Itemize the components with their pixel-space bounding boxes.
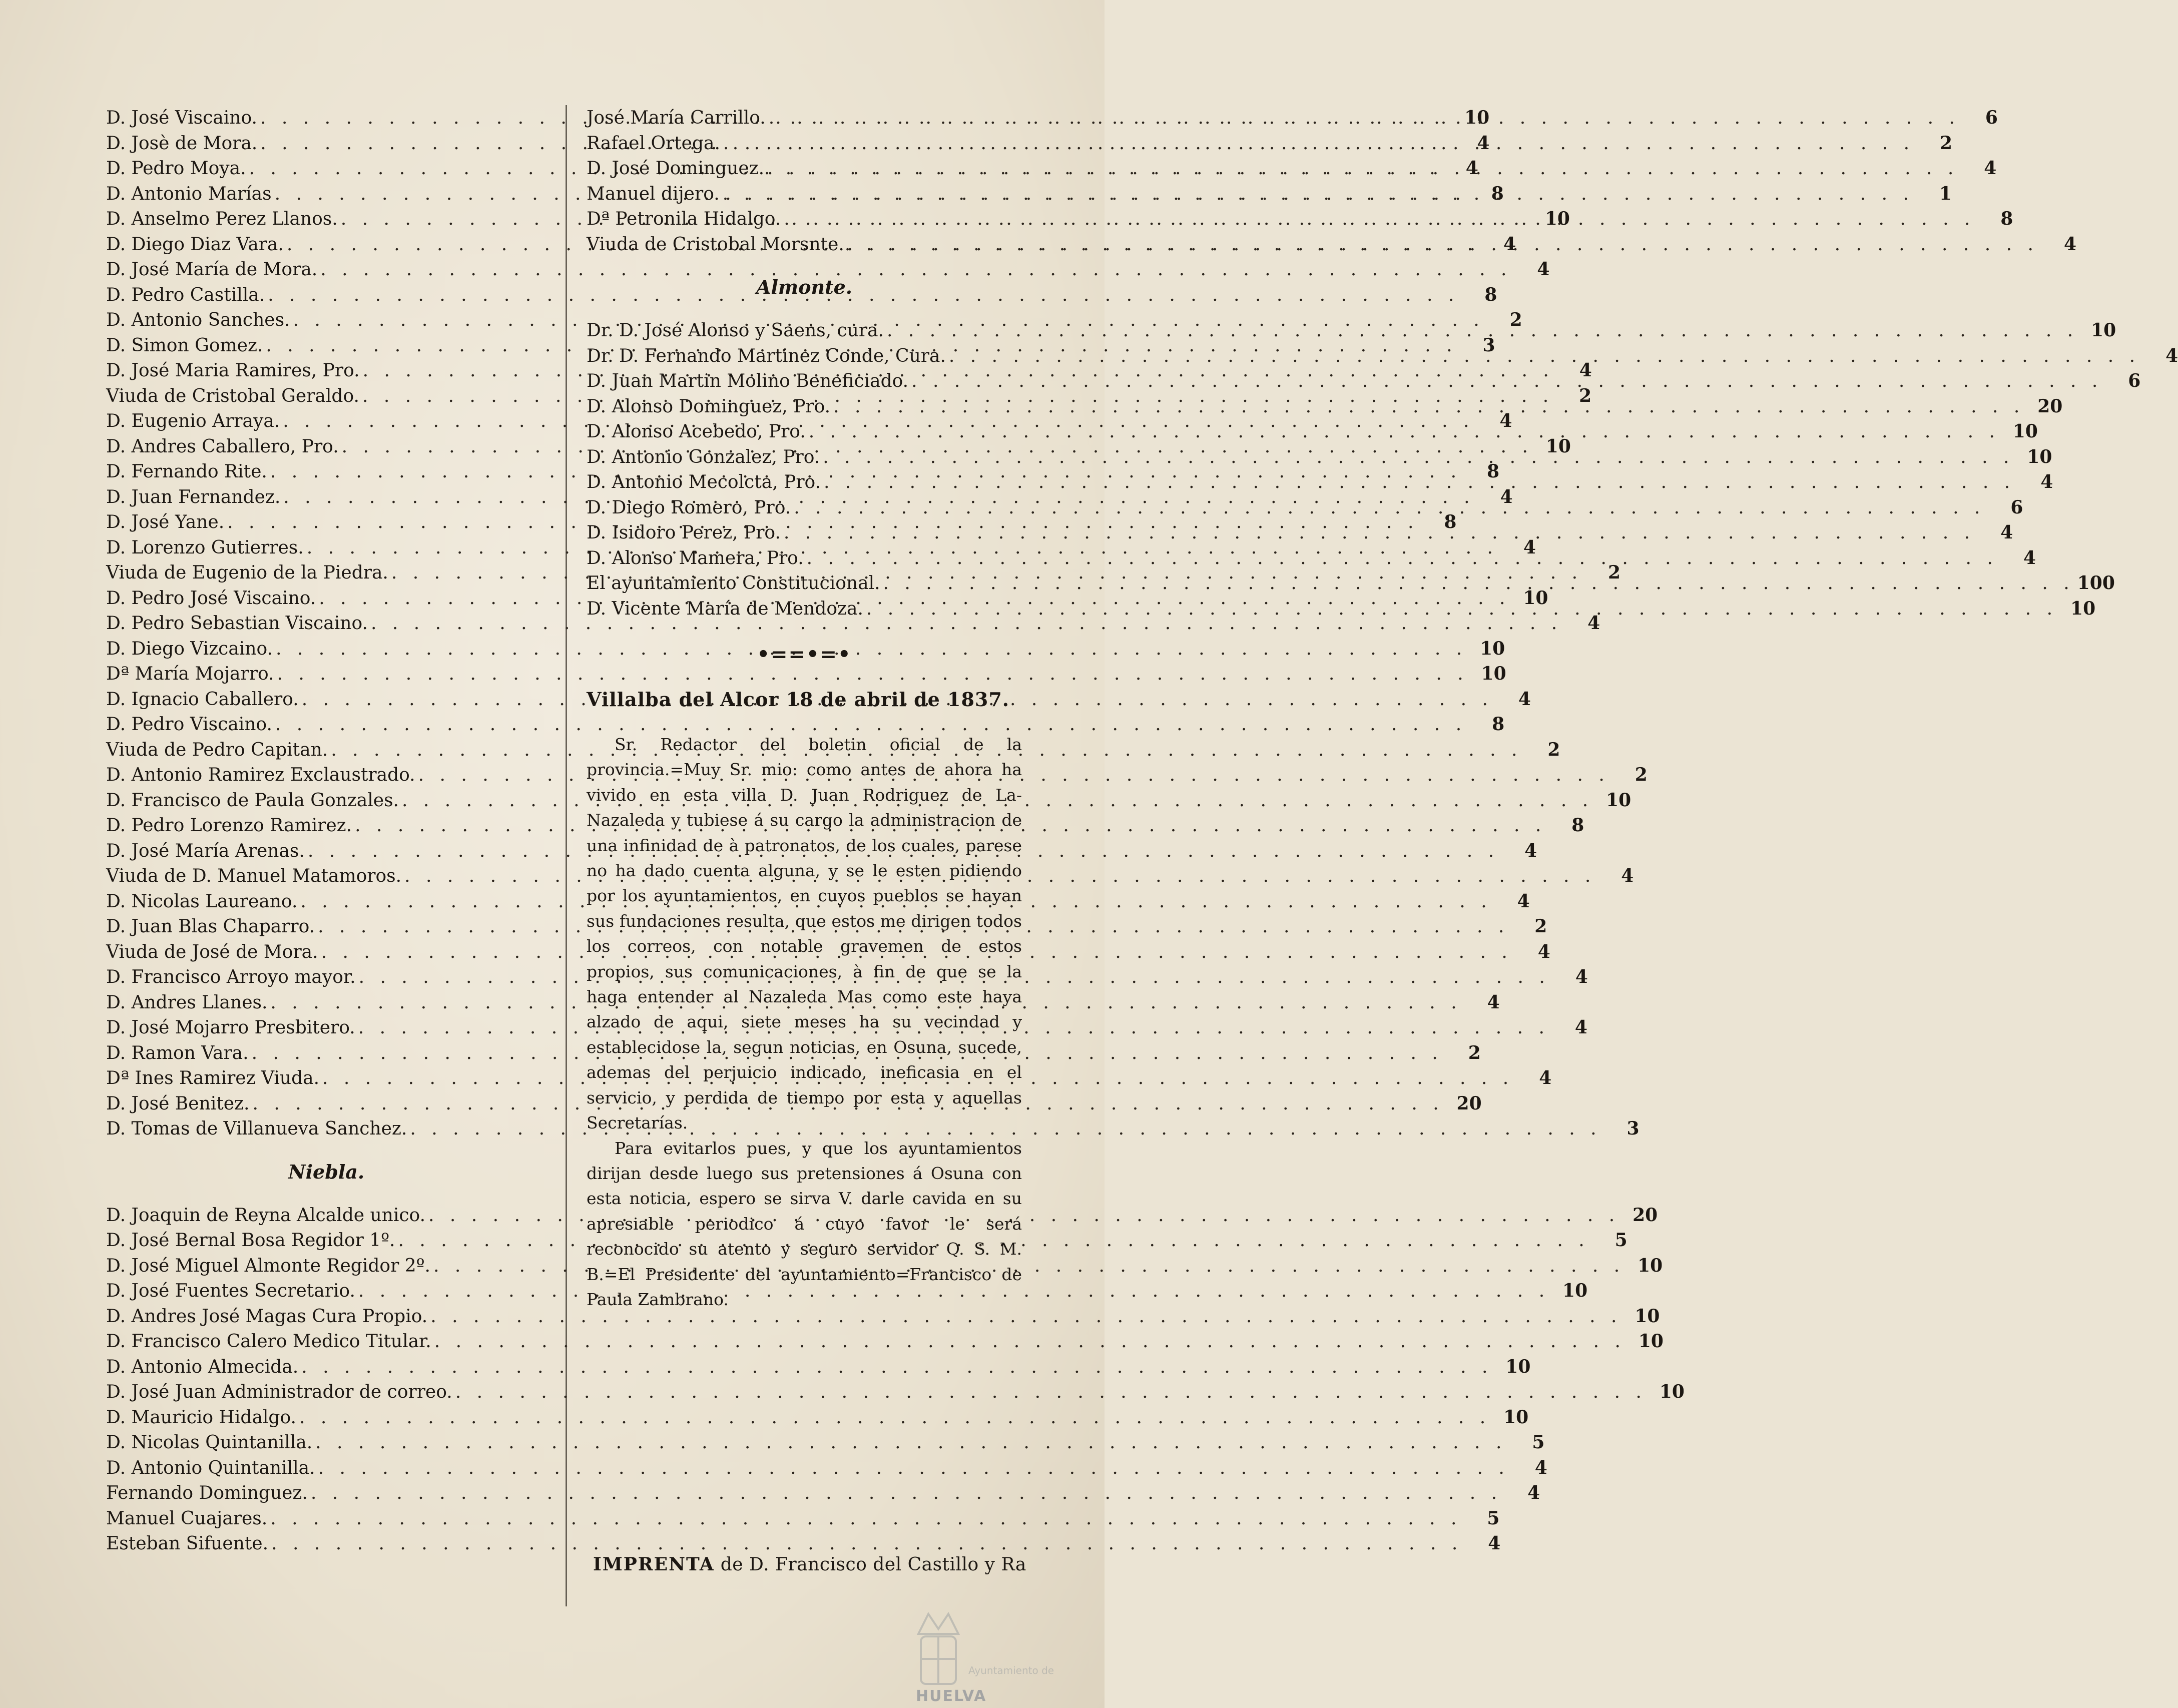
- subscription-amount: 4: [1524, 840, 1537, 861]
- subscription-amount: 4: [1537, 941, 1550, 962]
- subscription-amount: 5: [1532, 1432, 1545, 1453]
- subscription-amount: 4: [1499, 410, 1512, 431]
- subscriber-name: D. Mauricio Hidalgo.: [106, 1407, 296, 1428]
- leader-dots: [884, 318, 2081, 343]
- subscriber-name: El ayuntamiento Constitucional.: [587, 573, 880, 594]
- list-item: [106, 1531, 1501, 1556]
- list-item: [587, 545, 2036, 571]
- subscription-amount: 10: [1503, 1406, 1529, 1428]
- watermark-big-text: HUELVA: [916, 1687, 987, 1705]
- subscription-amount: 10: [1523, 587, 1548, 609]
- subscription-amount: 10: [1562, 1280, 1588, 1301]
- subscriber-name: D. Simon Gomez.: [106, 335, 263, 356]
- subscriber-name: D. Diego Vizcaino.: [106, 638, 273, 659]
- leader-dots: [844, 232, 2041, 257]
- subscription-amount: 4: [1487, 991, 1500, 1013]
- subscription-amount: 8: [1484, 284, 1497, 305]
- subscription-amount: 20: [2037, 395, 2063, 417]
- subscriber-name: D. José Miguel Almonte Regidor 2º.: [106, 1255, 430, 1276]
- list-item: [587, 495, 2023, 520]
- list-item: [106, 889, 1530, 914]
- subscriber-name: D. Pedro Moya.: [106, 158, 246, 179]
- subscription-amount: 4: [2000, 522, 2013, 543]
- subscriber-name: D. José Viscaino.: [106, 108, 257, 128]
- subscription-amount: 4: [2023, 547, 2036, 568]
- list-item: [587, 343, 2178, 369]
- subscriber-name: D. José María de Mora.: [106, 259, 318, 280]
- subscriber-name: D. José Bernal Bosa Regidor 1º.: [106, 1230, 395, 1251]
- list-item: [106, 863, 1634, 889]
- subscription-amount: 100: [2077, 573, 2115, 594]
- leader-dots: [820, 445, 2017, 470]
- subscriber-name: D. Andres José Magas Cura Propio.: [106, 1306, 428, 1327]
- subscription-amount: 10: [1635, 1305, 1660, 1327]
- list-item: [106, 1040, 1481, 1066]
- subscription-amount: 2: [1509, 309, 1522, 330]
- leader-dots: [296, 1405, 1493, 1430]
- subscriber-name: D. Antonio Mecolcta, Pro.: [587, 472, 821, 492]
- subscriber-name: Manuel Cuajares.: [106, 1508, 268, 1529]
- subscriber-name: Dr. D. Fernando Martinez Conde, Cura.: [587, 345, 946, 366]
- subscriber-name: Dª Ines Ramirez Viuda.: [106, 1068, 320, 1088]
- subscriber-name: D. José María Arenas.: [106, 840, 305, 861]
- list-item: [106, 611, 1600, 636]
- leader-dots: [781, 520, 1978, 545]
- list-item: [587, 596, 2096, 622]
- subscription-list-almonte: [587, 318, 2178, 621]
- list-item: [106, 762, 1648, 788]
- subscription-amount: 2: [1635, 764, 1648, 785]
- imprint-caps: IMPRENTA: [593, 1554, 715, 1575]
- list-item: [106, 661, 1506, 687]
- subscription-amount: 20: [1456, 1092, 1482, 1114]
- list-item: [587, 181, 1952, 207]
- subscription-amount: 10: [2091, 320, 2116, 341]
- subscriber-name: D. Anselmo Perez Llanos.: [106, 209, 338, 229]
- subscription-amount: 4: [1477, 132, 1490, 154]
- list-item: [106, 1203, 1658, 1228]
- subscriber-name: D. Andres Llanes.: [106, 992, 268, 1013]
- letter-paragraph-2: Para evitarlos pues, y que los ayuntamientos dirijan desde luego sus pretensiones á Osuna con esta noticia, espero se sirva V. darle cavida en su apresiable periodico á cuyo favor le será reconocido su atento y seguro servidor Q. S. M. B.=El Presidente del ayuntamiento=Francisco de Paula Zambrano.: [587, 1138, 1022, 1309]
- list-item: [106, 1506, 1500, 1531]
- list-item: [106, 914, 1547, 939]
- leader-dots: [908, 369, 2105, 394]
- leader-dots: [946, 344, 2143, 369]
- subscription-amount: 4: [1500, 486, 1513, 507]
- subscriber-name: D. Pedro Lorenzo Ramirez.: [106, 815, 352, 836]
- leader-dots: [312, 1430, 1509, 1455]
- subscription-amount: 10: [1544, 208, 1570, 229]
- subscription-amount: 4: [1574, 1017, 1587, 1038]
- list-item: [106, 1015, 1587, 1040]
- subscriber-name: D. Francisco de Paula Gonzales.: [106, 790, 399, 811]
- subscriber-name: D. José Benitez.: [106, 1093, 250, 1114]
- subscriber-name: D. Antonio Almecida.: [106, 1356, 299, 1377]
- leader-dots: [268, 1531, 1465, 1556]
- subscriber-name: D. Juan Fernandez.: [106, 486, 281, 507]
- subscriber-name: D. José Fuentes Secretario.: [106, 1281, 355, 1301]
- subscriber-name: D. Ramon Vara.: [106, 1042, 249, 1063]
- subscription-amount: 2: [1534, 916, 1547, 937]
- leader-dots: [806, 419, 2003, 444]
- list-item: [106, 813, 1584, 838]
- subscriber-name: D. Josè de Mora.: [106, 133, 258, 154]
- subscription-amount: 10: [1638, 1331, 1664, 1352]
- leader-dots: [298, 1355, 1495, 1380]
- subscriber-name: D. Alonso Acebedo, Pro.: [587, 421, 806, 442]
- subscriber-name: D. Tomas de Villanueva Sanchez.: [106, 1118, 407, 1139]
- list-item: [106, 1405, 1529, 1430]
- list-item: [106, 1253, 1663, 1279]
- watermark-small-text: Ayuntamiento de: [968, 1664, 1054, 1676]
- section-title-niebla: Niebla.: [288, 1160, 365, 1183]
- subscription-amount: 10: [2012, 421, 2038, 442]
- subscriber-name: D. Antonio Gonzalez, Pro.: [587, 446, 820, 467]
- subscription-amount: 10: [2070, 598, 2096, 619]
- list-item: [587, 571, 2115, 596]
- subscription-amount: 10: [1481, 663, 1506, 684]
- subscription-amount: 2: [1547, 739, 1560, 760]
- subscription-amount: 3: [1626, 1118, 1640, 1139]
- leader-dots: [821, 470, 2018, 495]
- subscription-amount: 8: [1571, 815, 1584, 836]
- subscriber-name: D. Fernando Rite.: [106, 461, 267, 482]
- list-item: [106, 1430, 1545, 1455]
- leader-dots: [781, 207, 1978, 232]
- list-item: [106, 939, 1550, 965]
- subscription-amount: 6: [2010, 496, 2023, 518]
- subscription-amount: 4: [2040, 471, 2053, 492]
- subscriber-name: Viuda de D. Manuel Matamoros.: [106, 866, 402, 886]
- subscription-amount: 10: [1464, 107, 1490, 128]
- crown-icon: [918, 1614, 958, 1634]
- subscription-amount: 2: [1468, 1042, 1481, 1063]
- subscription-amount: 4: [1537, 259, 1550, 280]
- subscription-amount: 3: [1482, 334, 1495, 356]
- list-item: [587, 469, 2053, 495]
- subscriber-name: D. Andres Caballero, Pro.: [106, 436, 339, 457]
- subscription-amount: 10: [1659, 1381, 1685, 1402]
- list-item: [106, 712, 1505, 737]
- subscriber-name: D. Pedro Viscaino.: [106, 714, 272, 735]
- subscriber-name: D. Lorenzo Gutierres.: [106, 537, 304, 558]
- subscriber-name: D. Nicolas Quintanilla.: [106, 1432, 313, 1453]
- subscription-amount: 8: [1491, 183, 1504, 204]
- list-item: [106, 1065, 1552, 1091]
- subscription-amount: 10: [1638, 1255, 1663, 1276]
- letter-body: [587, 732, 1022, 1312]
- imprint-text: de D. Francisco del Castillo y Ra: [720, 1554, 1026, 1575]
- subscriber-name: D. Antonio Sanches.: [106, 310, 290, 330]
- subscription-amount: 8: [2000, 208, 2013, 229]
- subscriber-name: Manuel dijero.: [587, 183, 720, 204]
- list-item: [106, 1091, 1482, 1116]
- subscription-amount: 6: [1985, 107, 1998, 128]
- subscriber-name: Dr. D. José Alonso y Saens, cura.: [587, 320, 884, 341]
- subscription-amount: 4: [1503, 233, 1516, 255]
- subscription-amount: 4: [1539, 1067, 1552, 1088]
- leader-dots: [720, 131, 1917, 156]
- subscription-amount: 8: [1444, 511, 1457, 532]
- subscriber-name: Rafael Ortega.: [587, 133, 720, 154]
- leader-dots: [720, 182, 1917, 207]
- list-item: [106, 1304, 1660, 1329]
- subscriber-name: D. José Maria Ramires, Pro.: [106, 360, 360, 381]
- subscription-amount: 4: [1523, 536, 1536, 558]
- subscription-amount: 8: [1492, 714, 1505, 735]
- subscriber-name: Viuda de Pedro Capitan.: [106, 739, 328, 760]
- leader-dots: [766, 106, 1963, 131]
- subscription-amount: 4: [1587, 613, 1600, 634]
- subscriber-name: D. Eugenio Arraya.: [106, 411, 280, 431]
- ornament-divider: •==•=•: [757, 643, 852, 666]
- subscription-amount: 4: [1621, 865, 1634, 886]
- list-item: [587, 368, 2141, 394]
- subscriber-name: D. Francisco Arroyo mayor.: [106, 967, 356, 987]
- subscriber-name: D. Juan Blas Chaparro.: [106, 916, 315, 937]
- letter-dateline: Villalba del Alcor 18 de abril de 1837.: [587, 688, 1010, 711]
- subscription-amount: 10: [1606, 789, 1631, 811]
- subscriber-name: D. Antonio Marías: [106, 183, 272, 204]
- subscriber-name: D. José Dominguez.: [587, 158, 765, 179]
- subscription-amount: 4: [1488, 1533, 1501, 1554]
- subscription-amount: 5: [1614, 1230, 1627, 1251]
- list-item: [106, 737, 1560, 763]
- list-item: [587, 131, 1953, 156]
- subscriber-name: D. Isidoro Perez, Pro.: [587, 522, 781, 543]
- subscriber-name: D. Pedro Castilla.: [106, 284, 265, 305]
- leader-dots: [452, 1380, 1650, 1405]
- list-item: [587, 394, 2063, 419]
- subscription-amount: 4: [1527, 1482, 1540, 1503]
- list-item: [587, 419, 2038, 444]
- subscription-amount: 10: [2027, 446, 2052, 467]
- subscriber-name: Fernando Dominguez.: [106, 1483, 308, 1503]
- subscription-amount: 2: [1608, 562, 1621, 583]
- subscriber-name: D. Alonso Mamera, Pro.: [587, 547, 804, 568]
- list-item: [106, 1116, 1640, 1142]
- subscriber-name: Viuda de Cristobal Geraldo.: [106, 385, 359, 406]
- subscription-amount: 6: [2128, 370, 2141, 391]
- subscriber-name: Dª María Mojarro.: [106, 664, 274, 684]
- list-item: [587, 156, 1997, 181]
- subscription-amount: 20: [1632, 1204, 1658, 1226]
- list-item: [106, 1329, 1664, 1354]
- leader-dots: [315, 1456, 1512, 1481]
- subscription-amount: 4: [2063, 233, 2076, 255]
- list-item: [106, 1354, 1531, 1380]
- subscriber-name: D. Diego Romero, Pro.: [587, 497, 791, 518]
- list-item: [587, 444, 2052, 470]
- subscription-amount: 2: [1940, 132, 1953, 154]
- leader-dots: [764, 156, 1961, 181]
- leader-dots: [863, 597, 2060, 622]
- printer-imprint: [593, 1554, 1026, 1575]
- column-divider: [566, 105, 567, 1606]
- subscriber-name: D. José Yane.: [106, 512, 225, 532]
- list-item: [106, 1379, 1685, 1405]
- list-item: [106, 1278, 1588, 1304]
- subscription-amount: 10: [1480, 638, 1505, 659]
- subscriber-name: D. Pedro Sebastian Viscaino.: [106, 613, 368, 634]
- subscriber-name: Dª Petronila Hidalgo.: [587, 209, 781, 229]
- list-item: [106, 964, 1588, 990]
- list-item: [106, 1228, 1627, 1253]
- leader-dots: [431, 1329, 1628, 1354]
- list-item: [587, 318, 2116, 343]
- subscriber-name: D. Diego Diaz Vara.: [106, 234, 284, 255]
- subscription-amount: 4: [2165, 345, 2178, 366]
- subscriber-name: Viuda de Eugenio de la Piedra.: [106, 562, 388, 583]
- list-item: [106, 788, 1631, 813]
- leader-dots: [830, 394, 2027, 419]
- subscriber-name: D. Joaquin de Reyna Alcalde unico.: [106, 1205, 426, 1226]
- right-column: [587, 105, 2178, 1312]
- subscriber-name: D. Vicente María de Mendoza.: [587, 598, 863, 619]
- leader-dots: [267, 1506, 1464, 1531]
- subscriber-name: D. Antonio Quintanilla.: [106, 1457, 315, 1478]
- subscription-amount: 4: [1518, 688, 1531, 710]
- list-item: [106, 1480, 1540, 1506]
- subscription-amount: 5: [1487, 1507, 1500, 1529]
- subscription-amount: 8: [1486, 461, 1500, 482]
- list-item: [587, 520, 2013, 545]
- subscription-amount: 4: [1579, 360, 1592, 381]
- subscriber-name: D. Alonso Dominguez, Pro.: [587, 396, 831, 417]
- subscription-amount: 4: [1465, 158, 1478, 179]
- list-item: [106, 257, 1550, 282]
- subscriber-name: D. José Juan Administrador de correo.: [106, 1382, 452, 1402]
- subscriber-name: D. Juan Martin Molino Beneficiado.: [587, 371, 909, 391]
- huelva-crest-watermark: [898, 1604, 1078, 1699]
- leader-dots: [804, 546, 2001, 571]
- list-item: [106, 1455, 1547, 1481]
- subscriber-name: Viuda de Cristobal Morsnte.: [587, 234, 844, 255]
- list-item: [106, 636, 1505, 662]
- subscriber-name: José María Carrillo.: [587, 108, 766, 128]
- subscription-amount: 10: [1545, 435, 1571, 457]
- letter-paragraph-1: Sr. Redactor del boletin oficial de la provincia.=Muy Sr. mio: como antes de ahora ha vivido en esta villa D. Juan Rodriguez de La-Nazaleda y tubiese á su cargo la administracion de una infinidad de à patronatos, de los cuales, parese no ha dado cuenta alguna, y se le esten pidiendo por los ayuntamientos, en cuyos pueblos se hayan sus fundaciones resulta, que estos me dirigen todos los correos, con notable gravemen de estos propios, sus comunicaciones, à fin de que se la haga entender al Nazaleda Mas como este haya alzado de aqui, siete meses ha su vecindad y establecidose la, segun noticias, en Osuna, sucede, ademas del perjuicio indicado, ineficasia en el servicio, y perdida de tiempo por esta y aquellas Secretarías.: [587, 735, 1022, 1133]
- subscriber-name: D. Ignacio Caballero.: [106, 689, 299, 710]
- leader-dots: [308, 1481, 1505, 1506]
- subscriber-name: D. Nicolas Laureano.: [106, 891, 298, 912]
- list-item: [587, 232, 2076, 257]
- subscription-amount: 1: [1939, 183, 1952, 204]
- subscription-amount: 10: [1505, 1356, 1531, 1377]
- subscriber-name: Esteban Sifuente.: [106, 1533, 269, 1554]
- subscription-amount: 4: [1517, 890, 1530, 912]
- subscription-amount: 2: [1579, 385, 1592, 406]
- leader-dots: [791, 495, 1988, 520]
- subscription-amount: 4: [1984, 158, 1997, 179]
- subscriber-name: Viuda de José de Mora.: [106, 941, 318, 962]
- subscriber-name: D. Francisco Calero Medico Titular.: [106, 1331, 431, 1352]
- list-item: [106, 838, 1537, 864]
- subscriber-name: D. Pedro José Viscaino.: [106, 588, 316, 609]
- subscriber-name: D. José Mojarro Presbitero.: [106, 1017, 355, 1038]
- subscriber-name: D. Antonio Ramirez Exclaustrado.: [106, 765, 415, 785]
- subscription-amount: 4: [1534, 1457, 1547, 1478]
- list-item: [106, 990, 1500, 1015]
- subscription-amount: 4: [1575, 966, 1588, 987]
- leader-dots: [880, 571, 2077, 596]
- section-title-almonte: Almonte.: [756, 276, 853, 298]
